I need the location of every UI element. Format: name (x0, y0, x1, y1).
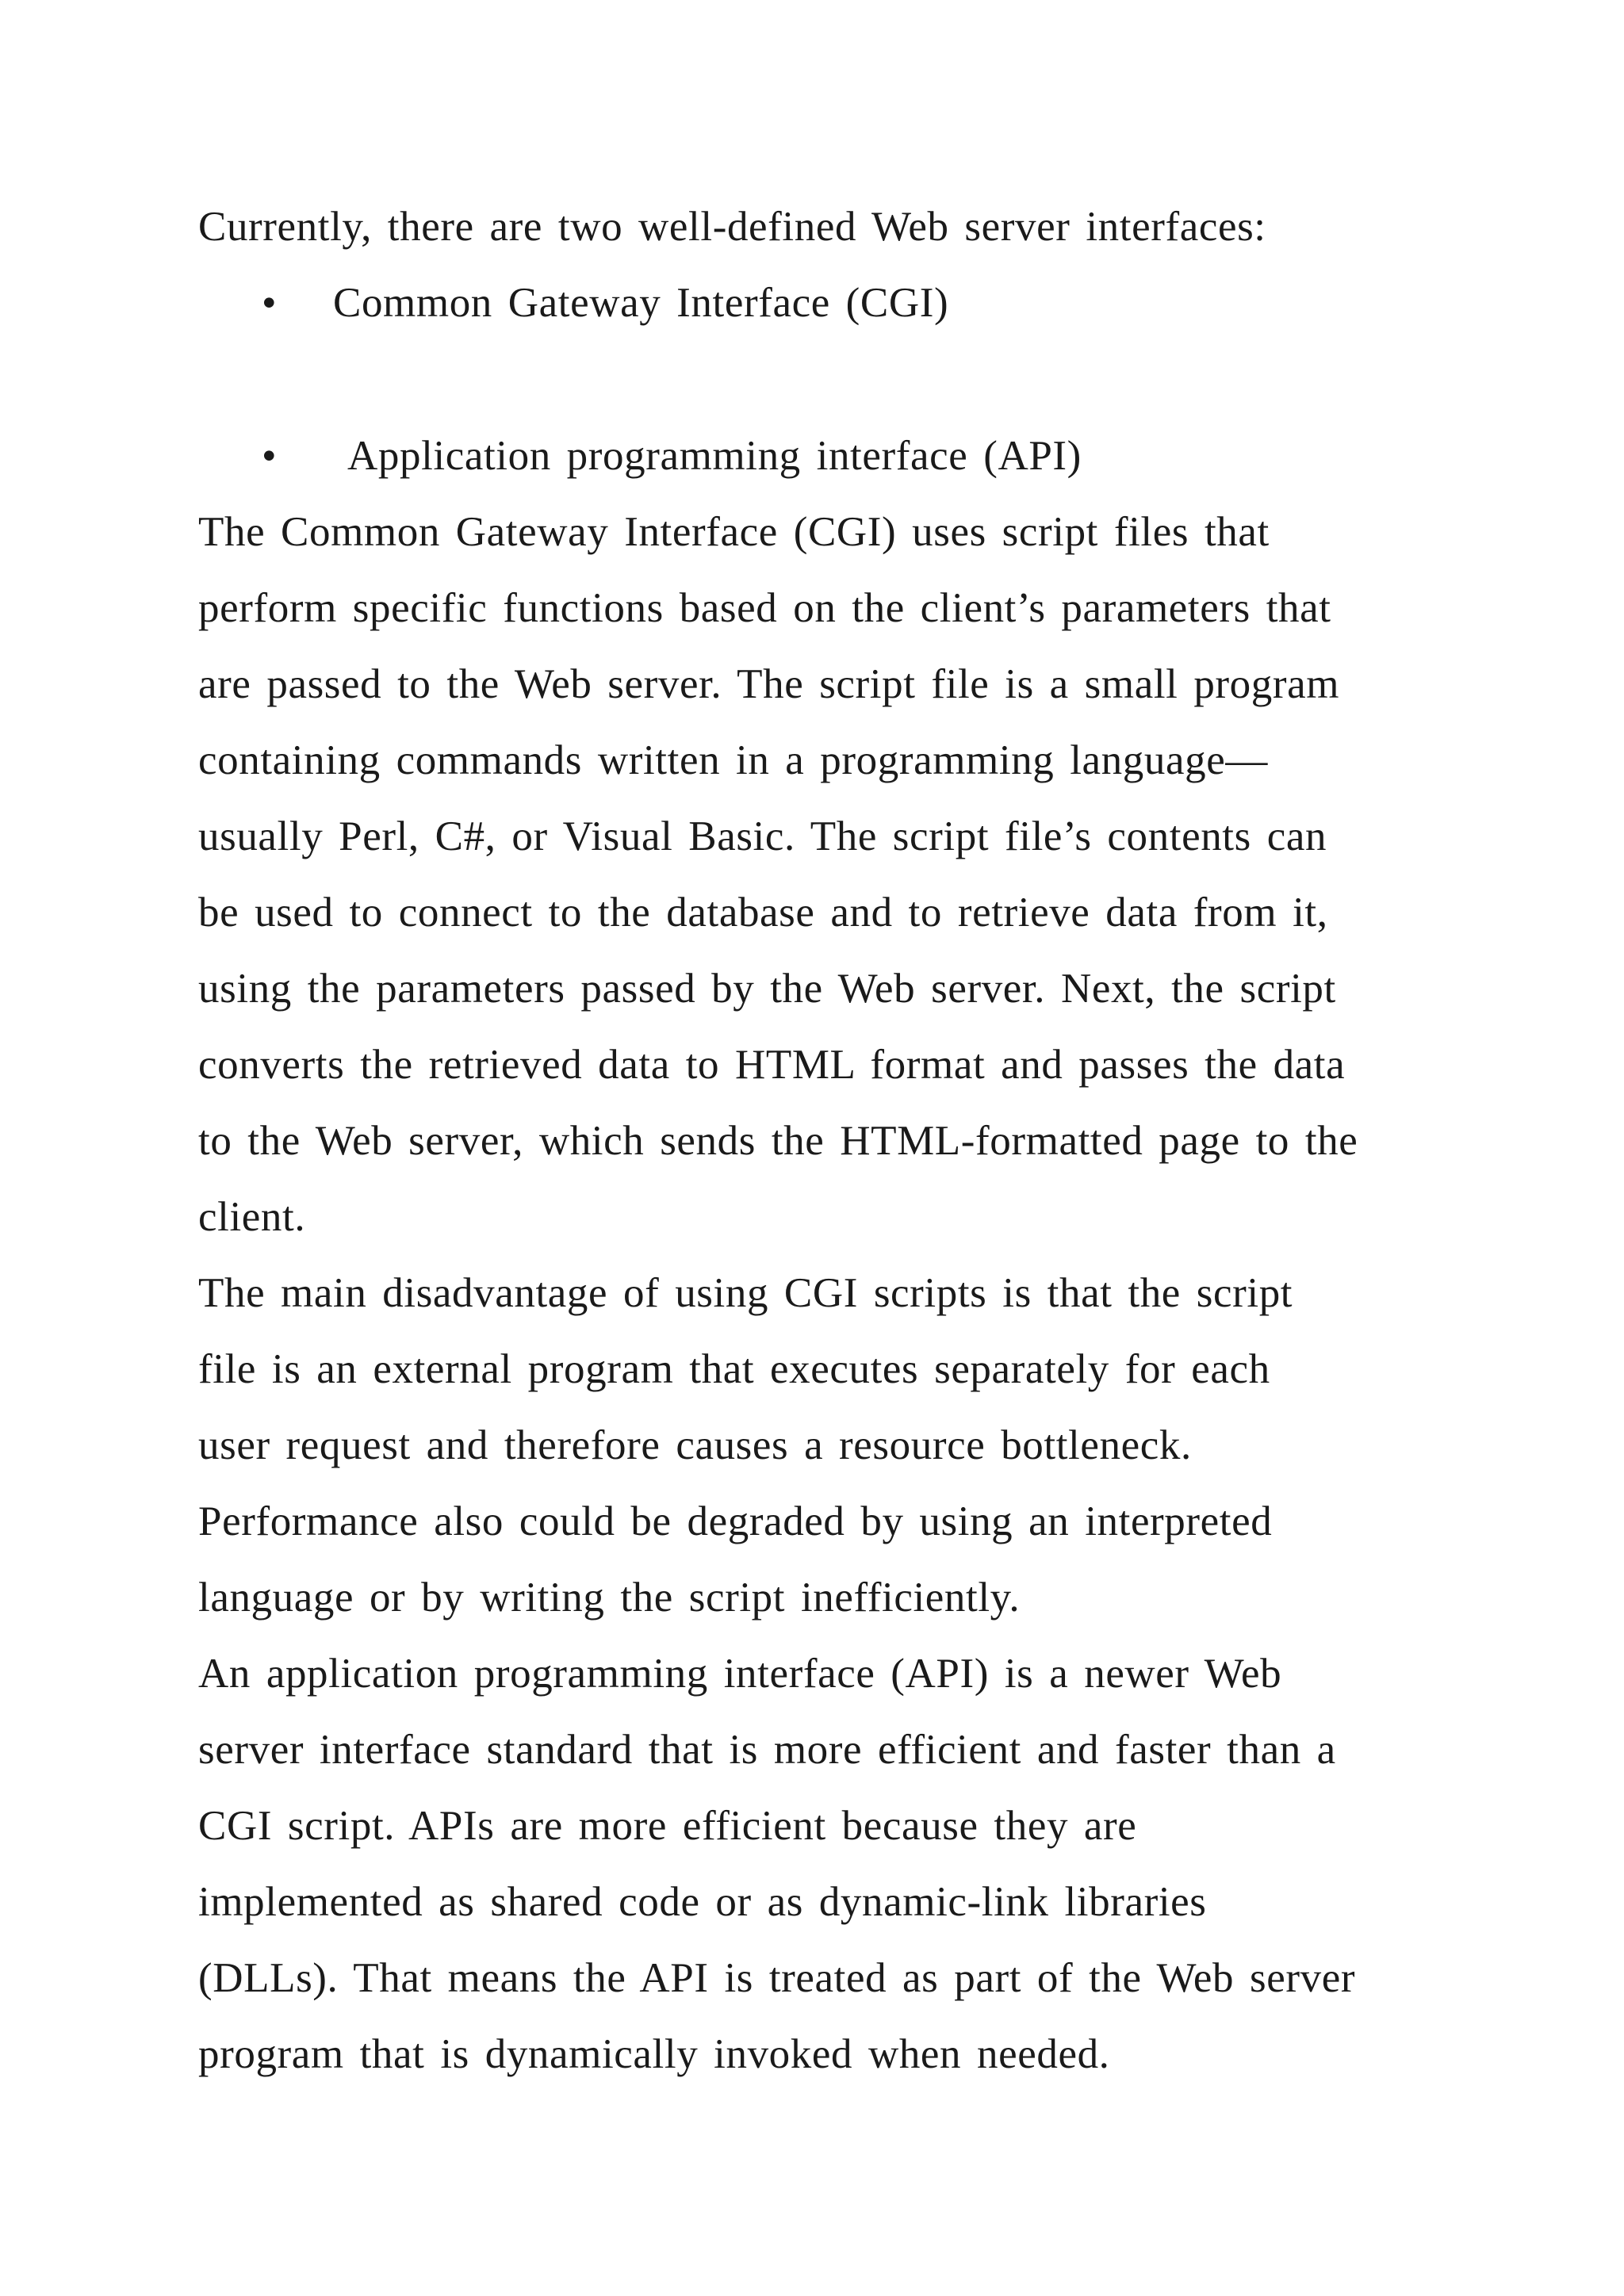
bullet-text: Application programming interface (API) (347, 433, 1082, 479)
paragraph-line: (DLLs). That means the API is treated as part of the Web server (198, 1955, 1356, 2001)
paragraph-line: be used to connect to the database and to retrieve data from it, (198, 890, 1328, 936)
paragraph-line: perform specific functions based on the client’s parameters that (198, 585, 1331, 631)
paragraph-line: converts the retrieved data to HTML format and passes the data (198, 1042, 1346, 1088)
paragraph-line: program that is dynamically invoked when needed. (198, 2031, 1110, 2077)
paragraph-disadvantage (198, 1255, 1435, 1636)
paragraph-line: usually Perl, C#, or Visual Basic. The script file’s contents can (198, 813, 1327, 859)
paragraph-line: are passed to the Web server. The script file is a small program (198, 661, 1340, 707)
bullet-item-api (198, 418, 1435, 494)
paragraph-line: to the Web server, which sends the HTML-formatted page to the (198, 1118, 1358, 1164)
bullet-item-cgi (198, 265, 1435, 341)
paragraph-cgi (198, 494, 1435, 1255)
paragraph-line: CGI script. APIs are more efficient because they are (198, 1803, 1137, 1849)
paragraph-line: The Common Gateway Interface (CGI) uses script files that (198, 509, 1270, 555)
paragraph-line: The main disadvantage of using CGI scripts is that the script (198, 1270, 1293, 1316)
paragraph-line: containing commands written in a programming language— (198, 737, 1268, 783)
paragraph-line: file is an external program that executes separately for each (198, 1346, 1270, 1392)
paragraph-line: Performance also could be degraded by using an interpreted (198, 1498, 1273, 1544)
paragraph-line: An application programming interface (API) is a newer Web (198, 1651, 1282, 1697)
document-page (198, 189, 1435, 2092)
spacer (198, 341, 1435, 418)
bullet-icon: • (262, 280, 278, 326)
paragraph-line: using the parameters passed by the Web server. Next, the script (198, 966, 1336, 1012)
paragraph-line: language or by writing the script inefficiently. (198, 1575, 1021, 1621)
intro-line: Currently, there are two well-defined Web server interfaces: (198, 204, 1266, 250)
paragraph-line: server interface standard that is more efficient and faster than a (198, 1727, 1336, 1773)
paragraph-line: user request and therefore causes a resource bottleneck. (198, 1422, 1192, 1468)
bullet-icon: • (262, 433, 278, 479)
paragraph-line: client. (198, 1194, 306, 1240)
bullet-text: Common Gateway Interface (CGI) (333, 280, 949, 326)
paragraph-line: implemented as shared code or as dynamic-link libraries (198, 1879, 1207, 1925)
paragraph-api (198, 1636, 1435, 2092)
